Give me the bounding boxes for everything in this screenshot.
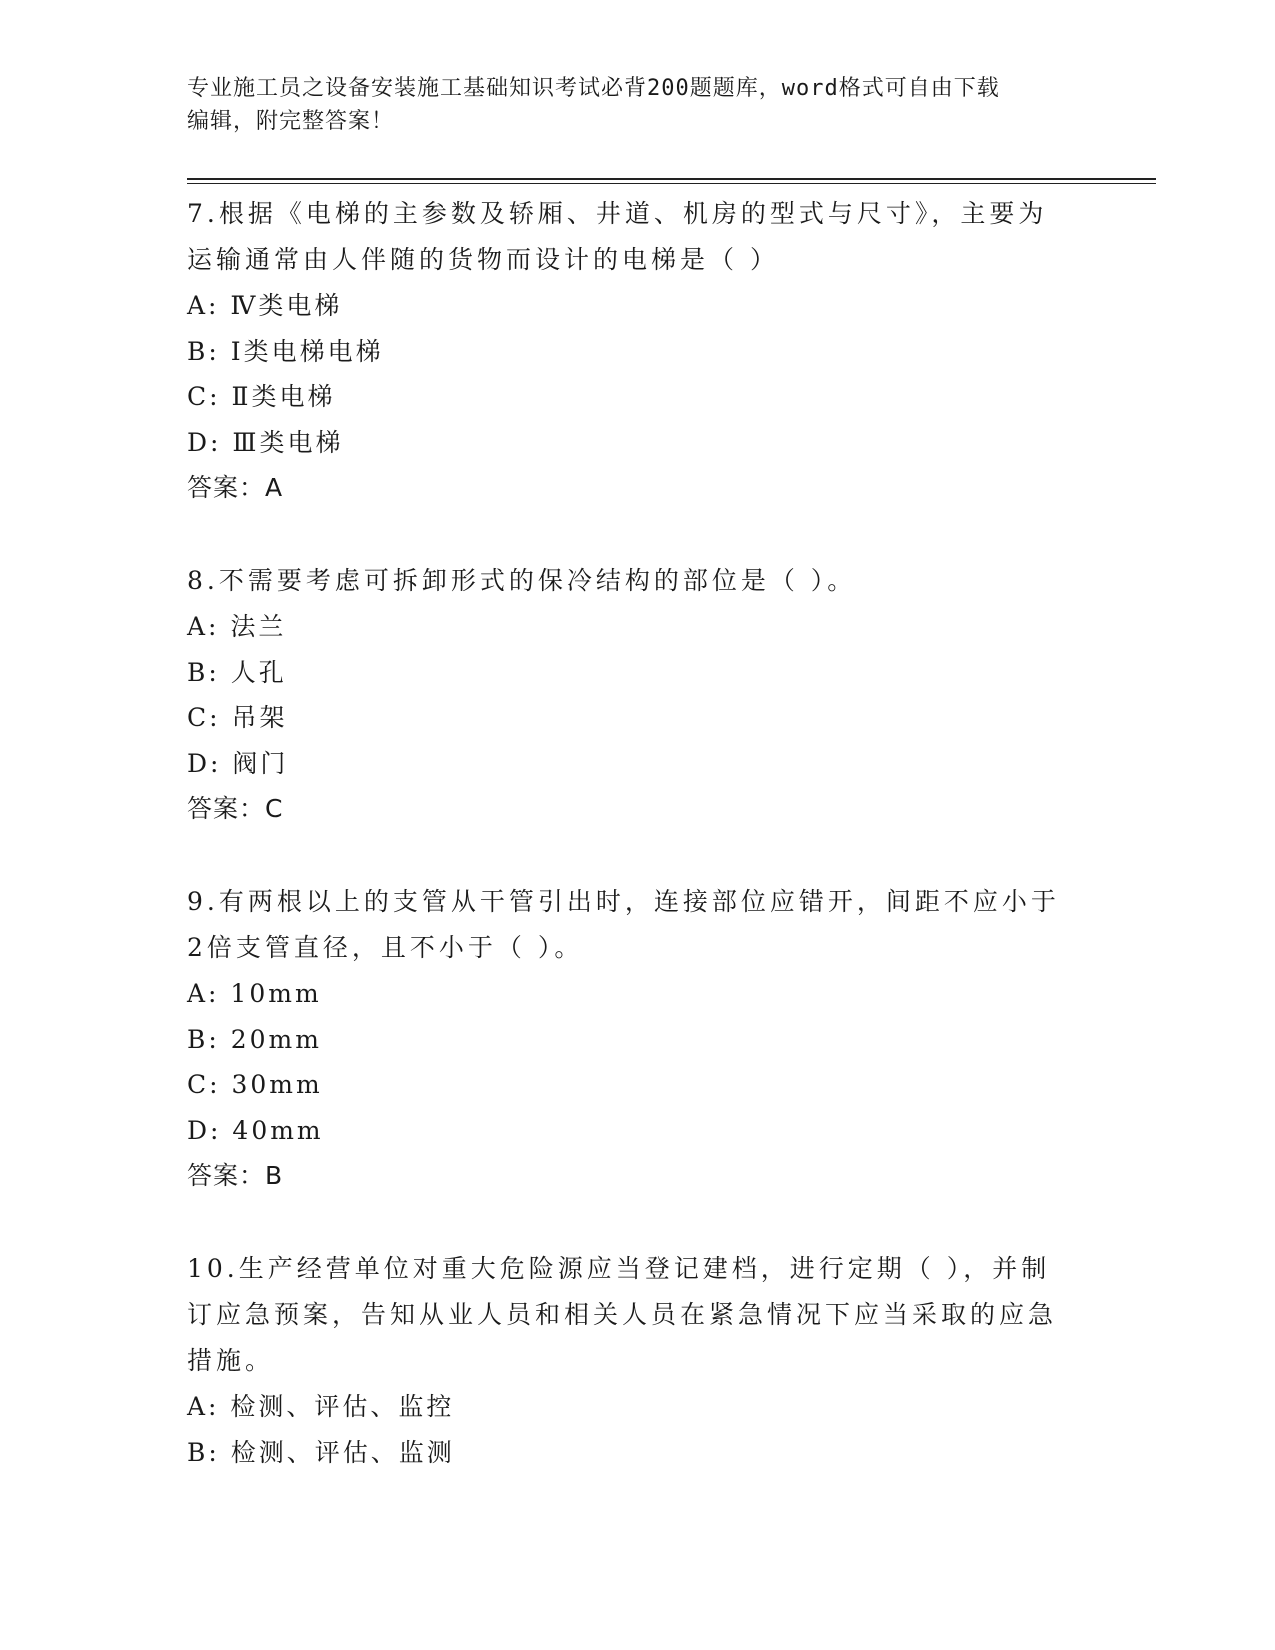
option-b: B: 检测、评估、监测 xyxy=(187,1437,455,1467)
header-divider-thin xyxy=(187,183,1156,184)
question-stem xyxy=(187,879,1067,971)
option-b: B: 人孔 xyxy=(187,657,287,687)
answer-line: 答案：A xyxy=(187,473,284,502)
question-stem xyxy=(187,558,1067,604)
stem-line: 运输通常由人伴随的货物而设计的电梯是（ ） xyxy=(187,245,779,274)
header-line-2: 编辑，附完整答案！ xyxy=(187,109,395,134)
question-stem xyxy=(187,1246,1067,1384)
question-list xyxy=(187,191,1067,1522)
answer-line: 答案：B xyxy=(187,1161,284,1190)
document-header xyxy=(187,72,1067,138)
option-a: A: 法兰 xyxy=(187,612,287,641)
option-d: D: 40mm xyxy=(187,1115,324,1145)
header-line-1: 专业施工员之设备安装施工基础知识考试必背200题题库，word格式可自由下载 xyxy=(187,76,1000,101)
stem-line: 2倍支管直径，且不小于（ ）。 xyxy=(187,933,584,962)
stem-line: 8.不需要考虑可拆卸形式的保冷结构的部位是（ ）。 xyxy=(187,566,857,595)
question-7 xyxy=(187,191,1067,511)
answer-line: 答案：C xyxy=(187,794,284,823)
header-divider-thick xyxy=(187,178,1156,180)
option-a: A: 检测、评估、监控 xyxy=(187,1392,455,1421)
question-9 xyxy=(187,879,1067,1199)
stem-line: 7.根据《电梯的主参数及轿厢、井道、机房的型式与尺寸》，主要为 xyxy=(187,199,1048,228)
stem-line: 9.有两根以上的支管从干管引出时，连接部位应错开，间距不应小于 xyxy=(187,887,1060,916)
stem-line: 订应急预案，告知从业人员和相关人员在紧急情况下应当采取的应急 xyxy=(187,1300,1058,1329)
option-b: B: Ⅰ类电梯电梯 xyxy=(187,336,384,366)
option-d: D: 阀门 xyxy=(187,748,289,778)
option-b: B: 20mm xyxy=(187,1024,322,1054)
stem-line: 措施。 xyxy=(187,1346,275,1375)
question-8 xyxy=(187,558,1067,832)
option-a: A: 10mm xyxy=(187,979,322,1008)
stem-line: 10.生产经营单位对重大危险源应当登记建档，进行定期（ ），并制 xyxy=(187,1254,1051,1283)
option-c: C: Ⅱ类电梯 xyxy=(187,382,336,411)
question-10 xyxy=(187,1246,1067,1475)
option-d: D: Ⅲ类电梯 xyxy=(187,427,344,457)
option-c: C: 吊架 xyxy=(187,703,288,732)
option-c: C: 30mm xyxy=(187,1070,323,1099)
option-a: A: Ⅳ类电梯 xyxy=(187,291,343,320)
question-stem xyxy=(187,191,1067,283)
